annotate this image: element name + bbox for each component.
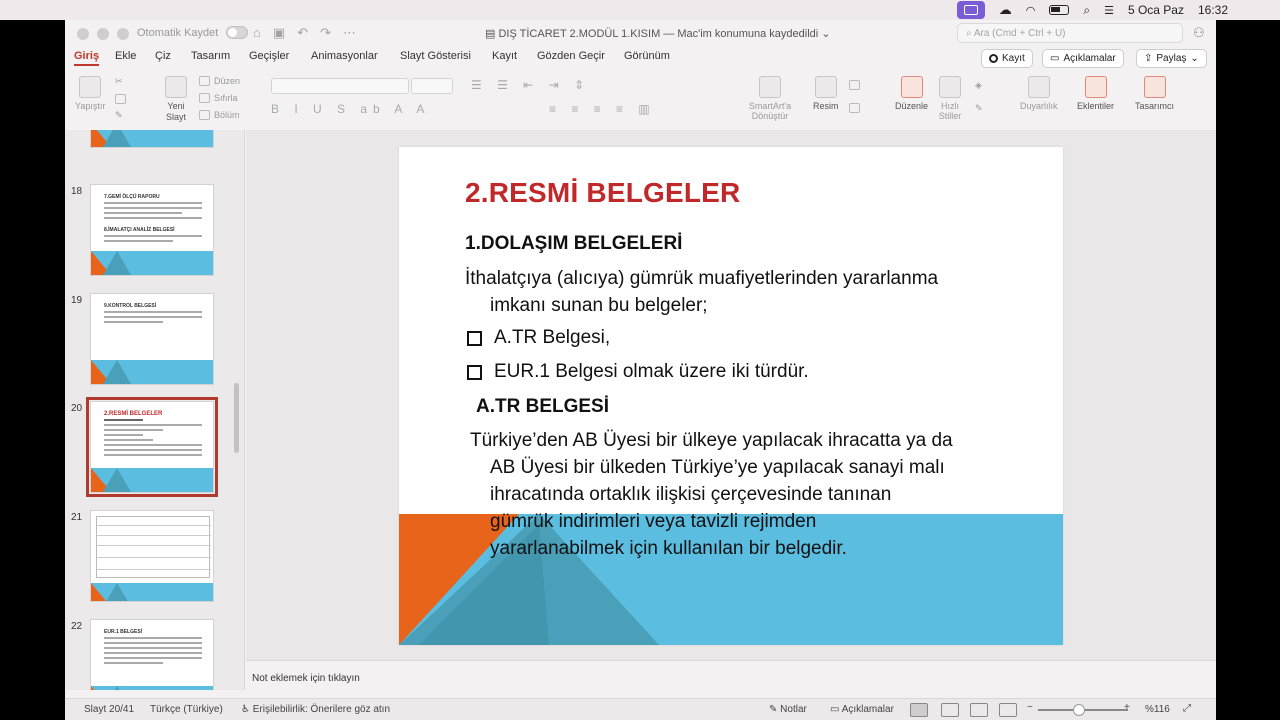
tab-slayt-gosterisi[interactable]: Slayt Gösterisi (400, 50, 471, 62)
shape-fill-button[interactable] (975, 80, 982, 91)
slide-thumbnail[interactable] (90, 130, 214, 148)
slide-thumbnail-selected[interactable]: 2.RESMİ BELGELER (90, 401, 214, 493)
menubar-date[interactable]: 5 Oca Paz (1127, 3, 1184, 17)
picture-icon (815, 76, 837, 98)
quick-styles-icon (939, 76, 961, 98)
textbox-button[interactable] (849, 103, 860, 113)
layout-button[interactable]: Düzen (199, 76, 240, 86)
more-icon[interactable]: ⋯ (342, 25, 356, 40)
slide-editor (246, 130, 1216, 660)
paint-bucket-icon: ◈ (975, 80, 982, 90)
chevron-down-icon: ⌄ (1190, 53, 1199, 64)
normal-view-button[interactable] (910, 703, 928, 717)
language-indicator[interactable]: Türkçe (Türkiye) (150, 704, 223, 715)
comment-icon: ▭ (830, 704, 842, 715)
pen-icon: ✎ (975, 103, 983, 113)
layout-icon (199, 76, 210, 86)
menubar-status-area (957, 0, 1228, 20)
notes-toggle-button[interactable]: ✎ Notlar (769, 704, 807, 715)
alignment-buttons[interactable]: ≡ ≡ ≡ ≡ ▥ (549, 102, 656, 116)
zoom-in-button[interactable]: + (1124, 702, 1130, 713)
notes-placeholder: Not eklemek için tıklayın (252, 673, 360, 684)
comments-toggle-button[interactable]: ▭ Açıklamalar (830, 704, 894, 715)
scissors-icon: ✂ (115, 76, 123, 86)
undo-icon[interactable]: ↶ (297, 25, 309, 40)
powerpoint-window (65, 20, 1216, 720)
slide-number: 22 (71, 621, 83, 632)
slide-counter: Slayt 20/41 (84, 704, 135, 715)
comment-icon: ▭ (1050, 53, 1060, 64)
account-icon[interactable]: ⚇ (1193, 25, 1205, 40)
spotlight-icon[interactable]: ⌕ (1083, 2, 1091, 17)
slide-thumbnail[interactable]: 7.GEMİ ÖLÇÜ RAPORU 8.İMALATÇI ANALİZ BELGESİ (90, 184, 214, 276)
slide-number: 19 (71, 295, 83, 306)
chevron-down-icon: ⌄ (818, 28, 831, 40)
accessibility-icon: ♿ (241, 704, 253, 715)
textbox-icon (849, 103, 860, 113)
arrange-icon (901, 76, 923, 98)
record-button[interactable]: Kayıt (981, 49, 1033, 68)
shapes-icon (849, 80, 860, 90)
notes-pane[interactable] (246, 660, 1216, 698)
section-button[interactable]: Bölüm (199, 110, 240, 120)
close-window-button[interactable] (77, 28, 89, 40)
format-painter-button[interactable] (115, 110, 123, 121)
addins-icon (1085, 76, 1107, 98)
ribbon (65, 70, 1216, 130)
sensitivity-button[interactable]: Duyarlılık (1020, 76, 1058, 111)
menubar-time[interactable]: 16:32 (1197, 3, 1228, 17)
slide-thumbnail[interactable]: EUR.1 BELGESİ (90, 619, 214, 690)
zoom-level[interactable]: %116 (1145, 704, 1170, 715)
arrange-button[interactable]: Düzenle (895, 76, 928, 111)
accessibility-indicator[interactable]: ♿ Erişilebilirlik: Önerilere göz atın (241, 704, 391, 715)
document-title[interactable]: ▤ DIŞ TİCARET 2.MODÜL 1.KISIM — Mac'im konumuna kaydedildi ⌄ (485, 28, 831, 40)
reading-view-button[interactable] (970, 703, 988, 717)
tab-giris[interactable]: Giriş (74, 50, 99, 66)
document-icon: ▤ (485, 28, 499, 40)
save-icon[interactable]: ▣ (272, 25, 286, 40)
slide-thumbnail[interactable] (90, 510, 214, 602)
checkbox-bullet-icon (467, 331, 482, 346)
copy-icon (115, 94, 126, 104)
tab-gecisler[interactable]: Geçişler (249, 50, 290, 62)
slide-number: 21 (71, 512, 83, 523)
slideshow-view-button[interactable] (999, 703, 1017, 717)
slide-paragraph: İthalatçıya (alıcıya) gümrük muafiyetlerinden yararlanma imkanı sunan bu belgeler; (465, 268, 939, 316)
home-icon[interactable]: ⌂ (253, 25, 261, 40)
screen-record-icon[interactable] (957, 1, 985, 19)
tab-ekle[interactable]: Ekle (115, 50, 137, 62)
slide-subheading: A.TR BELGESİ (476, 396, 610, 417)
smartart-button[interactable]: SmartArt'a Dönüştür (745, 76, 795, 121)
shapes-button[interactable] (849, 80, 860, 90)
thumbnails-scrollbar[interactable] (234, 383, 239, 453)
section-icon (199, 110, 210, 120)
slide-bullet: EUR.1 Belgesi olmak üzere iki türdür. (467, 361, 809, 383)
list-buttons[interactable]: ☰ ☰ ⇤ ⇥ ⇕ (471, 78, 591, 92)
smartart-icon (759, 76, 781, 98)
titlebar (65, 20, 1216, 46)
search-input[interactable]: ⌕ Ara (Cmd + Ctrl + U) (957, 23, 1183, 43)
comments-button[interactable]: ▭ Açıklamalar (1042, 49, 1124, 68)
font-name-field[interactable] (271, 78, 409, 94)
current-slide[interactable] (399, 147, 1063, 645)
slide-number: 20 (71, 403, 83, 414)
paste-button[interactable]: Yapıştır (75, 76, 105, 111)
tab-gorunum[interactable]: Görünüm (624, 50, 670, 62)
new-slide-button[interactable]: Yeni Slayt (161, 76, 191, 123)
slide-heading: 1.DOLAŞIM BELGELERİ (465, 233, 683, 254)
checkbox-bullet-icon (467, 365, 482, 380)
tab-ciz[interactable]: Çiz (155, 50, 171, 62)
slide-number: 18 (71, 186, 83, 197)
battery-icon[interactable] (1049, 5, 1069, 15)
fit-to-window-icon[interactable]: ⤢ (1183, 703, 1191, 714)
macos-menubar (0, 0, 1280, 20)
picture-button[interactable]: Resim (813, 76, 839, 111)
status-bar (65, 698, 1216, 720)
reset-icon (199, 93, 210, 103)
quick-styles-button[interactable]: Hızlı Stiller (937, 76, 963, 121)
copy-button[interactable] (115, 94, 126, 104)
wifi-icon[interactable]: ◠ (1025, 4, 1036, 17)
record-icon (989, 54, 998, 63)
notes-icon: ✎ (769, 704, 781, 715)
minimize-window-button[interactable] (97, 28, 109, 40)
redo-icon[interactable]: ↷ (320, 25, 331, 40)
sensitivity-icon (1028, 76, 1050, 98)
autosave-control (137, 26, 248, 39)
slide-bullet: A.TR Belgesi, (467, 327, 610, 349)
slide-thumbnails-panel (65, 130, 245, 690)
cloud-icon[interactable]: ☁ (998, 2, 1012, 17)
zoom-out-button[interactable]: − (1027, 702, 1033, 713)
autosave-toggle[interactable] (226, 26, 248, 39)
brush-icon: ✎ (115, 110, 123, 120)
slide-paragraph: Türkiye’den AB Üyesi bir ülkeye yapılacak ihracatta ya da AB Üyesi bir ülkeden Türkiye’ye yapılacak sanayi malı ihracatında ortaklık ilişkisi çerçevesinde tanınan gümrük indirimleri veya tavizli rejimden yararlanabilmek için kullanılan bir belgedir. (470, 430, 953, 559)
font-format-buttons[interactable]: B I U S ab A A (271, 102, 431, 116)
tab-gozden-gecir[interactable]: Gözden Geçir (537, 50, 605, 62)
cut-button[interactable] (115, 76, 123, 87)
font-size-field[interactable] (411, 78, 453, 94)
control-center-icon[interactable]: ☰ (1104, 4, 1114, 17)
designer-icon (1144, 76, 1166, 98)
shape-outline-button[interactable] (975, 103, 983, 114)
reset-button[interactable]: Sıfırla (199, 93, 238, 103)
share-button[interactable]: ⇪ Paylaş ⌄ (1136, 49, 1207, 68)
addins-button[interactable]: Eklentiler (1077, 76, 1114, 111)
tab-kayit[interactable]: Kayıt (492, 50, 518, 62)
share-icon: ⇪ (1144, 53, 1153, 64)
zoom-slider-knob[interactable] (1073, 704, 1085, 716)
designer-button[interactable]: Tasarımcı (1135, 76, 1174, 111)
zoom-window-button[interactable] (117, 28, 129, 40)
clipboard-icon (79, 76, 101, 98)
new-slide-icon (165, 76, 187, 98)
autosave-label: Otomatik Kaydet (137, 26, 219, 39)
quick-access-toolbar (253, 25, 356, 41)
zoom-slider[interactable] (1038, 709, 1128, 711)
slide-sorter-view-button[interactable] (941, 703, 959, 717)
window-controls (77, 28, 129, 40)
tab-animasyonlar[interactable]: Animasyonlar (311, 50, 378, 62)
tab-tasarim[interactable]: Tasarım (191, 50, 231, 62)
slide-thumbnail[interactable]: 9.KONTROL BELGESİ (90, 293, 214, 385)
slide-title: 2.RESMİ BELGELER (465, 177, 741, 208)
search-icon: ⌕ (966, 28, 974, 39)
